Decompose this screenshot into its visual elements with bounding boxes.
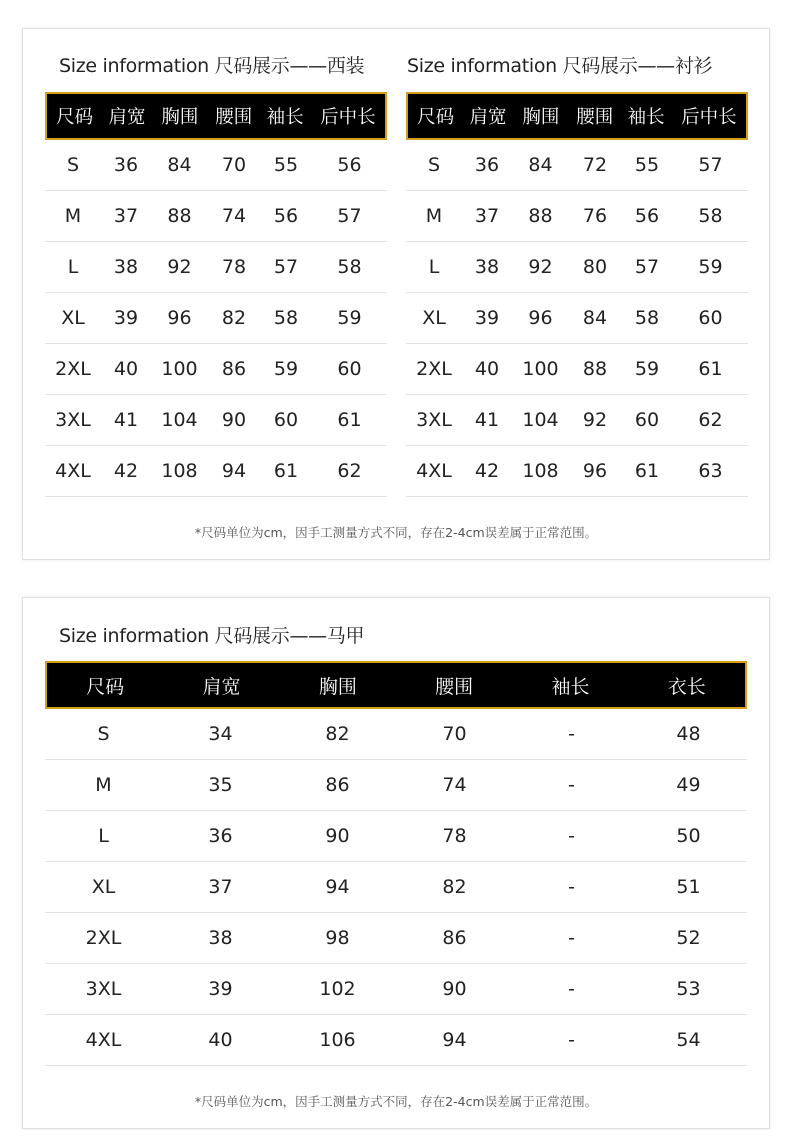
- table-cell: -: [568, 978, 575, 1000]
- table-cell: 82: [325, 723, 350, 745]
- table-cell: 62: [698, 409, 723, 431]
- table-row: [406, 293, 748, 344]
- table-cell: 2XL: [85, 927, 122, 949]
- table-row: [45, 709, 747, 760]
- table-cell: 57: [634, 256, 660, 278]
- table-cell: 84: [528, 154, 553, 176]
- table-cell: 59: [634, 358, 660, 380]
- table-cell: 58: [337, 256, 362, 278]
- table-cell: 100: [522, 358, 559, 380]
- table-cell: 62: [337, 460, 362, 482]
- table-cell: 84: [582, 307, 608, 329]
- shirt-section-title: Size information 尺码展示——衬衫: [407, 55, 713, 77]
- table-cell: 108: [522, 460, 559, 482]
- table-cell: 2XL: [416, 358, 452, 380]
- column-header: 衣长: [667, 675, 706, 698]
- table-cell: 55: [273, 154, 299, 176]
- table-cell: 60: [337, 358, 362, 380]
- table-cell: -: [568, 876, 575, 898]
- table-row: [45, 760, 747, 811]
- table-cell: 74: [442, 774, 467, 796]
- shirt-size-table: [406, 92, 748, 497]
- suit-section-title: Size information 尺码展示——西装: [59, 55, 365, 77]
- column-header: 肩宽: [469, 107, 507, 128]
- table-cell: 41: [474, 409, 500, 431]
- table-cell: 42: [474, 460, 500, 482]
- table-cell: 38: [208, 927, 233, 949]
- table-cell: XL: [422, 307, 446, 329]
- suit-size-table: [45, 92, 387, 497]
- table-cell: 94: [442, 1029, 467, 1051]
- table-row: [45, 446, 387, 497]
- table-cell: XL: [91, 876, 116, 898]
- table-cell: 104: [522, 409, 559, 431]
- table-cell: L: [98, 825, 109, 847]
- table-row: [45, 395, 387, 446]
- table-cell: 92: [582, 409, 608, 431]
- table-row: [406, 140, 748, 191]
- size-panel-suit-shirt: [22, 28, 770, 560]
- table-cell: 60: [273, 409, 299, 431]
- table-cell: L: [67, 256, 79, 278]
- table-cell: 96: [582, 460, 608, 482]
- table-cell: 58: [273, 307, 299, 329]
- column-header: 袖长: [266, 107, 304, 128]
- column-header: 胸围: [318, 675, 357, 698]
- table-cell: 58: [698, 205, 723, 227]
- table-row: [406, 344, 748, 395]
- table-cell: 104: [161, 409, 198, 431]
- table-cell: 100: [161, 358, 198, 380]
- table-cell: M: [95, 774, 112, 796]
- table-cell: 56: [273, 205, 299, 227]
- table-cell: 3XL: [85, 978, 122, 1000]
- table-cell: 86: [221, 358, 247, 380]
- table-row: [45, 191, 387, 242]
- table-cell: 84: [167, 154, 192, 176]
- table-cell: 34: [208, 723, 233, 745]
- table-cell: 90: [442, 978, 467, 1000]
- table-cell: 2XL: [55, 358, 91, 380]
- table-cell: M: [64, 205, 82, 227]
- table-cell: 88: [167, 205, 192, 227]
- column-header: 后中长: [320, 107, 376, 128]
- table-row: [45, 344, 387, 395]
- table-row: [406, 395, 748, 446]
- table-cell: 74: [221, 205, 247, 227]
- table-row: [45, 862, 747, 913]
- table-cell: 57: [337, 205, 362, 227]
- table-cell: -: [568, 774, 575, 796]
- table-cell: 56: [634, 205, 660, 227]
- table-cell: S: [66, 154, 80, 176]
- measurement-note: *尺码单位为cm，因手工测量方式不同，存在2-4cm误差属于正常范围。: [194, 1094, 598, 1109]
- table-cell: 49: [676, 774, 701, 796]
- table-row: [45, 140, 387, 191]
- table-cell: 40: [208, 1029, 233, 1051]
- vest-size-table: [45, 661, 747, 1066]
- table-cell: 53: [676, 978, 701, 1000]
- table-cell: S: [97, 723, 110, 745]
- table-row: [45, 242, 387, 293]
- table-cell: 3XL: [416, 409, 452, 431]
- table-cell: 58: [634, 307, 660, 329]
- table-cell: 35: [208, 774, 233, 796]
- table-cell: 40: [113, 358, 139, 380]
- table-cell: 39: [113, 307, 139, 329]
- table-cell: 4XL: [85, 1029, 122, 1051]
- table-cell: 4XL: [416, 460, 452, 482]
- column-header: 腰围: [435, 675, 474, 698]
- table-cell: 61: [337, 409, 362, 431]
- column-header: 胸围: [522, 107, 560, 128]
- table-cell: 92: [528, 256, 553, 278]
- column-header: 肩宽: [108, 107, 146, 128]
- table-cell: 61: [273, 460, 299, 482]
- table-cell: 90: [325, 825, 350, 847]
- table-row: [45, 964, 747, 1015]
- table-cell: 106: [319, 1029, 356, 1051]
- table-cell: L: [428, 256, 440, 278]
- table-cell: 48: [676, 723, 701, 745]
- table-row: [45, 1015, 747, 1066]
- table-cell: 92: [167, 256, 192, 278]
- table-cell: 88: [528, 205, 553, 227]
- table-row: [406, 242, 748, 293]
- table-cell: 51: [676, 876, 701, 898]
- table-cell: XL: [61, 307, 85, 329]
- table-cell: 37: [208, 876, 233, 898]
- table-cell: 57: [698, 154, 723, 176]
- table-cell: 60: [698, 307, 723, 329]
- table-cell: 86: [442, 927, 467, 949]
- table-cell: 40: [474, 358, 500, 380]
- column-header: 尺码: [417, 107, 455, 128]
- vest-section-title: Size information 尺码展示——马甲: [59, 625, 365, 647]
- table-cell: 86: [325, 774, 350, 796]
- column-header: 后中长: [681, 107, 737, 128]
- table-header-row: [45, 92, 387, 140]
- table-cell: 3XL: [55, 409, 91, 431]
- table-cell: 78: [442, 825, 467, 847]
- table-header-row: [45, 661, 747, 709]
- table-cell: 63: [698, 460, 723, 482]
- table-cell: 78: [221, 256, 247, 278]
- table-cell: 80: [582, 256, 608, 278]
- table-cell: 39: [474, 307, 500, 329]
- table-cell: 37: [113, 205, 139, 227]
- table-cell: -: [568, 1029, 575, 1051]
- table-cell: 90: [221, 409, 247, 431]
- column-header: 胸围: [161, 107, 199, 128]
- table-cell: -: [568, 927, 575, 949]
- table-row: [406, 446, 748, 497]
- table-header-row: [406, 92, 748, 140]
- table-cell: 38: [474, 256, 500, 278]
- table-row: [45, 913, 747, 964]
- table-cell: 60: [634, 409, 660, 431]
- table-cell: 70: [221, 154, 247, 176]
- table-cell: 54: [676, 1029, 701, 1051]
- column-header: 腰围: [576, 107, 614, 128]
- table-cell: 55: [634, 154, 660, 176]
- table-cell: 37: [474, 205, 500, 227]
- table-cell: 42: [113, 460, 139, 482]
- column-header: 袖长: [627, 107, 665, 128]
- table-row: [45, 293, 387, 344]
- table-cell: 59: [273, 358, 299, 380]
- column-header: 肩宽: [202, 675, 241, 698]
- table-cell: 82: [442, 876, 467, 898]
- table-cell: 61: [698, 358, 723, 380]
- column-header: 尺码: [86, 675, 125, 698]
- column-header: 尺码: [56, 107, 94, 128]
- table-cell: -: [568, 723, 575, 745]
- table-cell: 96: [167, 307, 192, 329]
- table-cell: 59: [337, 307, 362, 329]
- table-cell: 56: [337, 154, 362, 176]
- table-cell: -: [568, 825, 575, 847]
- table-cell: 4XL: [55, 460, 91, 482]
- table-cell: 70: [442, 723, 467, 745]
- table-cell: S: [427, 154, 441, 176]
- measurement-note: *尺码单位为cm，因手工测量方式不同，存在2-4cm误差属于正常范围。: [194, 525, 598, 540]
- table-cell: 36: [208, 825, 233, 847]
- table-cell: 108: [161, 460, 198, 482]
- table-row: [45, 811, 747, 862]
- table-cell: 59: [698, 256, 723, 278]
- table-cell: 41: [113, 409, 139, 431]
- table-row: [406, 191, 748, 242]
- column-header: 腰围: [215, 107, 253, 128]
- table-cell: 102: [319, 978, 356, 1000]
- table-cell: 57: [273, 256, 299, 278]
- table-cell: 36: [113, 154, 139, 176]
- size-panel-vest: [22, 597, 770, 1129]
- table-cell: 96: [528, 307, 553, 329]
- table-cell: 39: [208, 978, 233, 1000]
- table-cell: 72: [582, 154, 608, 176]
- table-cell: 38: [113, 256, 139, 278]
- table-cell: 36: [474, 154, 500, 176]
- table-cell: 61: [634, 460, 660, 482]
- column-header: 袖长: [551, 675, 590, 698]
- table-cell: 94: [325, 876, 350, 898]
- table-cell: 94: [221, 460, 247, 482]
- table-cell: 76: [582, 205, 608, 227]
- table-cell: 98: [325, 927, 350, 949]
- table-cell: 82: [221, 307, 247, 329]
- table-cell: 50: [676, 825, 701, 847]
- table-cell: 88: [582, 358, 608, 380]
- table-cell: M: [425, 205, 443, 227]
- table-cell: 52: [676, 927, 701, 949]
